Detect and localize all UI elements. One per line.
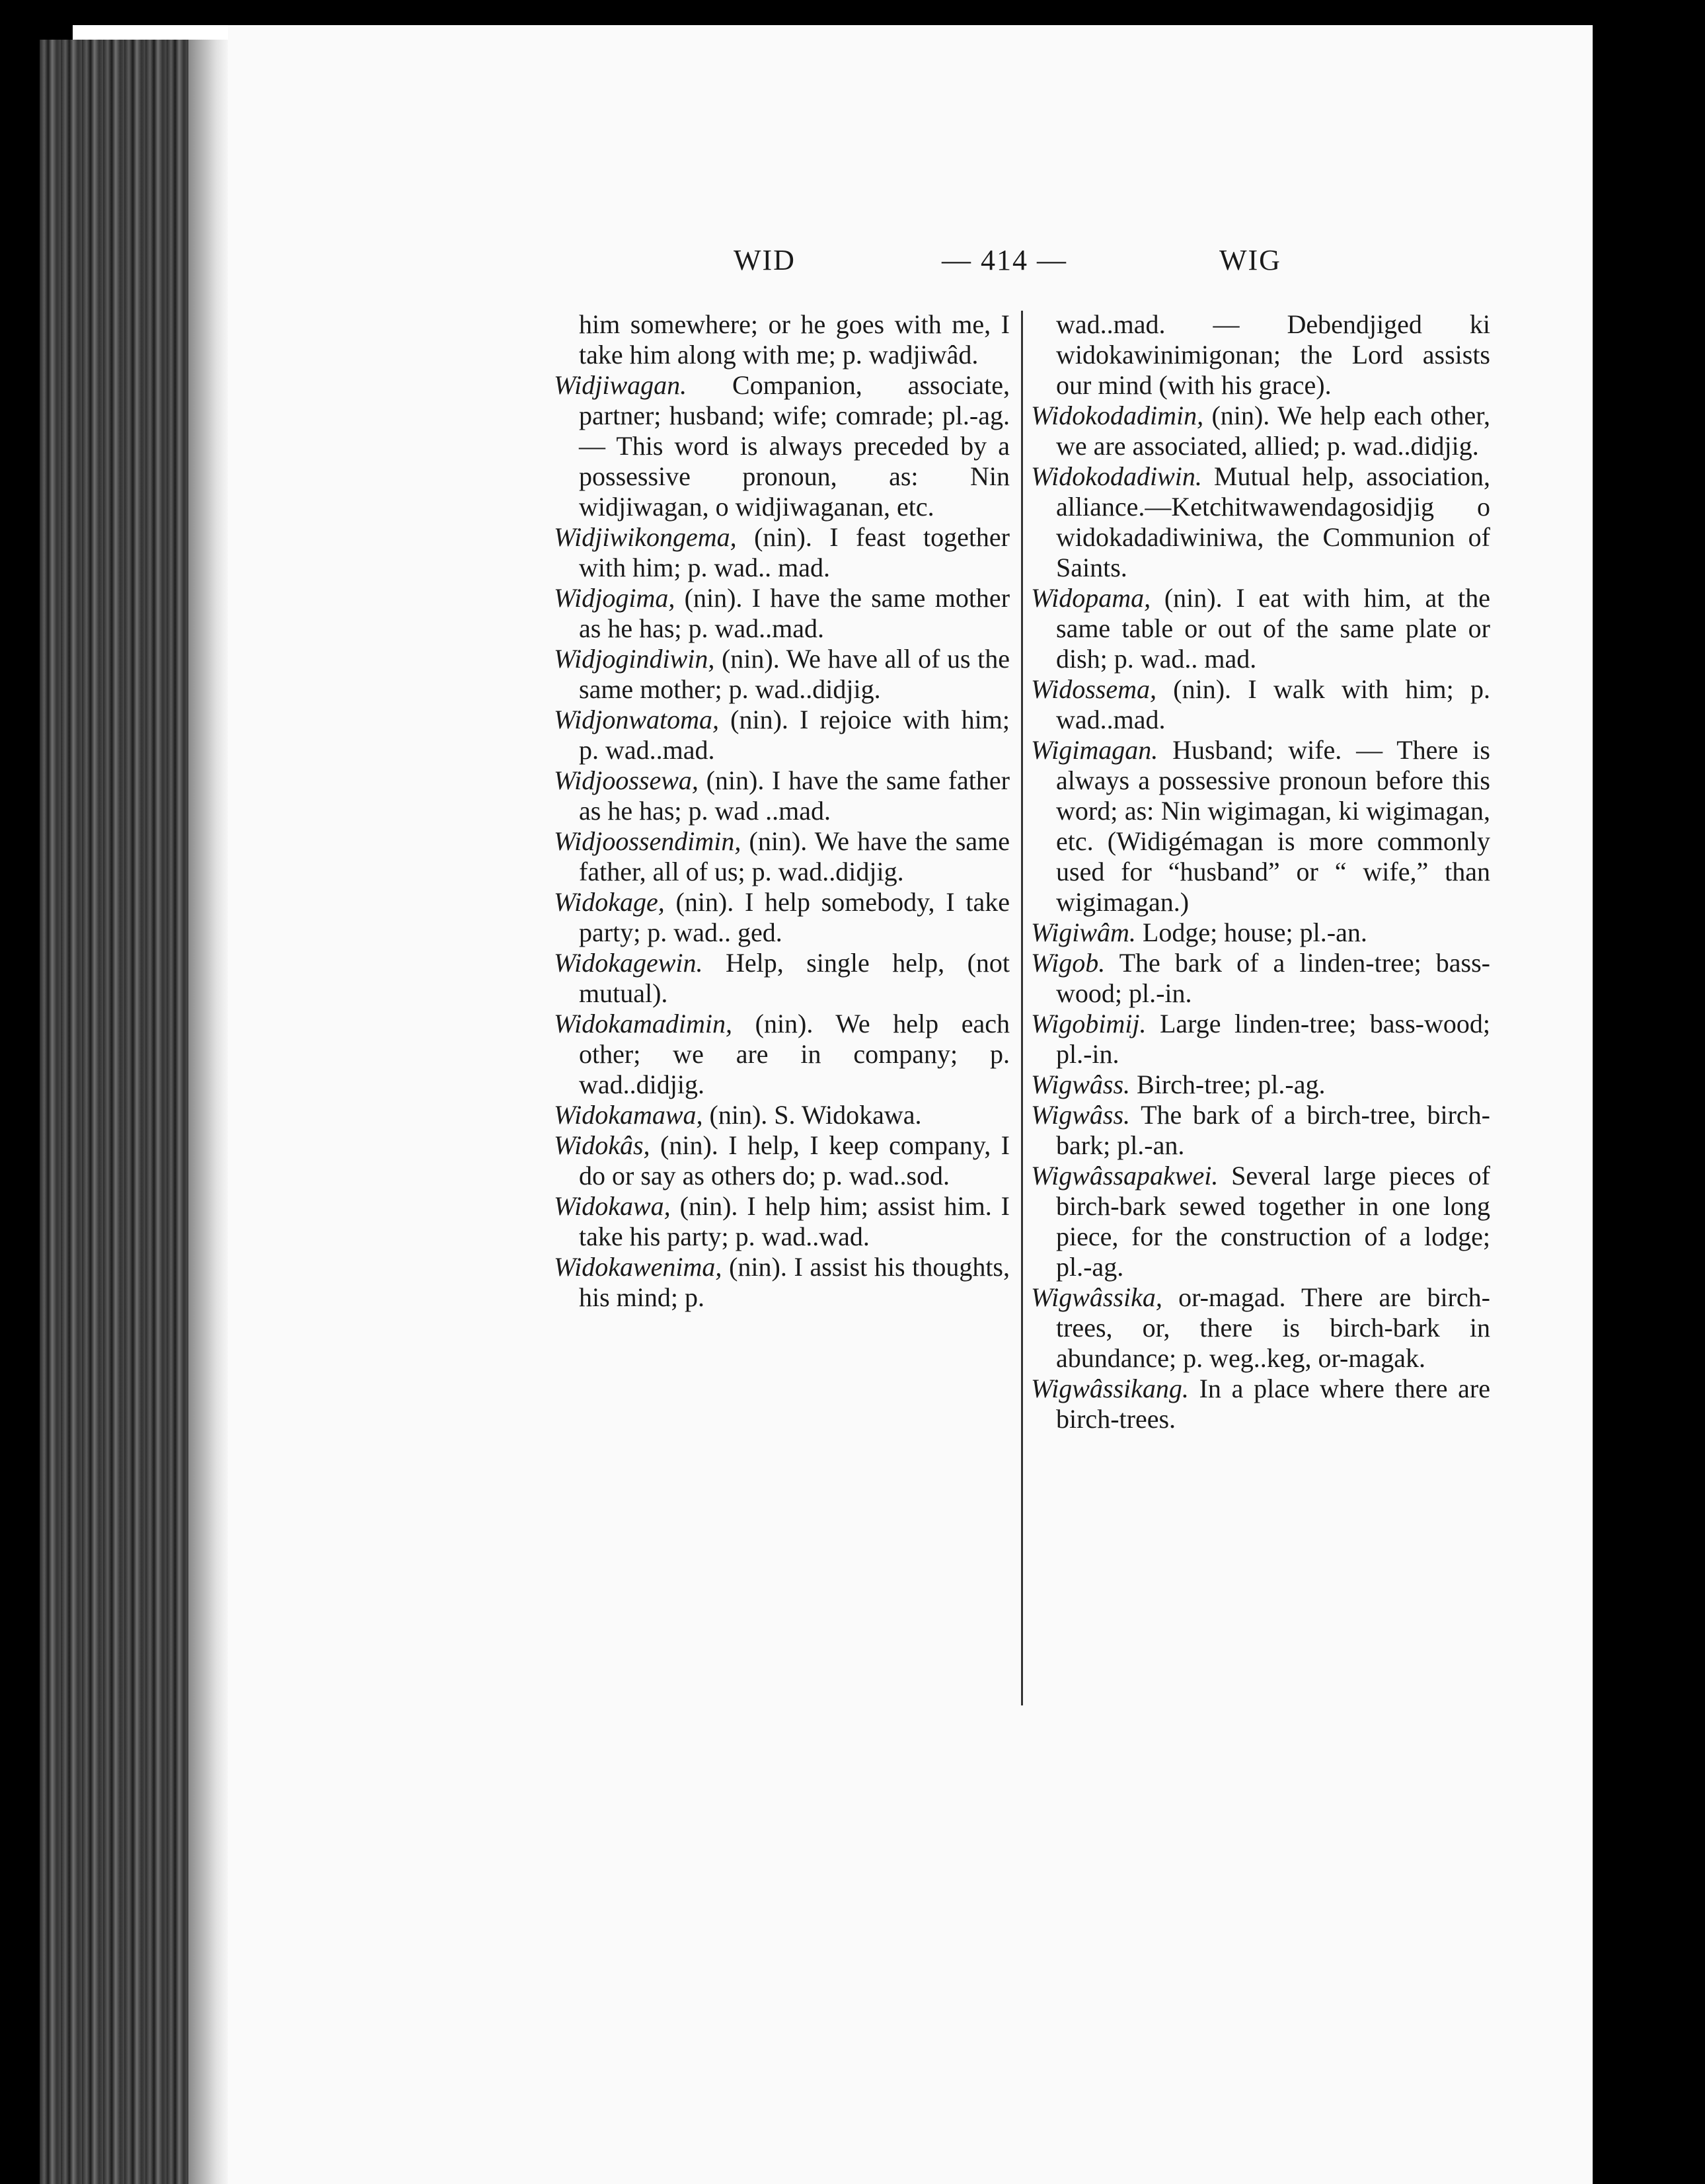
dictionary-entry	[1031, 1100, 1490, 1161]
dictionary-entry	[1031, 461, 1490, 583]
page-number: — 414 —	[942, 244, 1067, 276]
entry-definition: (nin). I have the same mother as he has; p. wad..mad.	[579, 583, 1010, 643]
entry-headword: Widokawenima,	[554, 1252, 722, 1282]
dictionary-entry	[554, 1130, 1010, 1191]
dictionary-entry	[554, 1191, 1010, 1252]
entry-definition: (nin). We have the same father, all of us; p. wad..didjig.	[579, 826, 1010, 886]
entry-definition: wad..mad. — Debendjiged ki widokawinimigonan; the Lord assists our mind (with his grace).	[1056, 309, 1490, 400]
dictionary-entry	[554, 370, 1010, 522]
entry-definition: (nin). I feast together with him; p. wad.. mad.	[579, 522, 1010, 582]
entry-headword: Wigimagan.	[1031, 735, 1158, 765]
dictionary-entry	[1031, 309, 1490, 401]
running-head-left: WID	[734, 244, 796, 276]
entry-headword: Wigwâss.	[1031, 1070, 1131, 1099]
entry-headword: Widokodadimin,	[1031, 401, 1204, 430]
entry-headword: Wigobimij.	[1031, 1009, 1147, 1038]
entry-definition: Lodge; house; pl.-an.	[1142, 917, 1367, 947]
entry-definition: (nin). I rejoice with him; p. wad..mad.	[579, 705, 1010, 765]
entry-definition: (nin). I eat with him, at the same table or out of the same plate or dish; p. wad.. mad.	[1056, 583, 1490, 674]
entry-definition: The bark of a birch-tree, birch-bark; pl.-an.	[1056, 1100, 1491, 1160]
dictionary-entry	[554, 887, 1010, 948]
entry-headword: Widokamawa,	[554, 1100, 703, 1130]
entry-headword: Wigwâssapakwei.	[1031, 1161, 1219, 1190]
dictionary-entry	[1031, 735, 1490, 917]
entry-definition: Help, single help, (not mutual).	[579, 948, 1010, 1008]
book-spine	[40, 40, 192, 2184]
dictionary-entry	[554, 765, 1010, 826]
entry-headword: Widokage,	[554, 887, 665, 917]
dictionary-entry	[554, 583, 1010, 644]
running-head-right: WIG	[1219, 244, 1281, 276]
entry-definition: Large linden-tree; bass-wood; pl.-in.	[1056, 1009, 1490, 1069]
dictionary-entry	[554, 948, 1010, 1009]
dictionary-entry	[554, 522, 1010, 583]
entry-headword: Widjiwikongema,	[554, 522, 737, 552]
dictionary-entry	[1031, 583, 1490, 674]
entry-headword: Wigwâssika,	[1031, 1282, 1162, 1312]
entry-definition: (nin). I help somebody, I take party; p. wad.. ged.	[579, 887, 1010, 947]
entry-headword: Widjiwagan.	[554, 370, 687, 400]
dictionary-entry	[554, 826, 1010, 887]
column-divider	[1021, 311, 1023, 1705]
right-column	[1031, 309, 1490, 1434]
entry-definition: (nin). I walk with him; p. wad..mad.	[1056, 674, 1491, 734]
entry-definition: (nin). We help each other, we are associated, allied; p. wad..didjig.	[1056, 401, 1490, 461]
dictionary-entry	[1031, 1282, 1490, 1374]
entry-headword: Widossema,	[1031, 674, 1156, 704]
entry-definition: (nin). I have the same father as he has; p. wad ..mad.	[579, 765, 1010, 826]
scan-border-top	[0, 0, 1705, 25]
entry-definition: (nin). I assist his thoughts, his mind; p.	[579, 1252, 1010, 1312]
dictionary-entry	[554, 1100, 1010, 1130]
dictionary-entry	[1031, 948, 1490, 1009]
dictionary-entry	[554, 705, 1010, 765]
entry-headword: Widopama,	[1031, 583, 1151, 613]
entry-headword: Wigwâss.	[1031, 1100, 1131, 1130]
entry-headword: Widjonwatoma,	[554, 705, 720, 734]
dictionary-entry	[1031, 1374, 1490, 1434]
dictionary-entry	[554, 1009, 1010, 1100]
entry-definition: Several large pieces of birch-bark sewed together in one long piece, for the construction of a lodge; pl.-ag.	[1056, 1161, 1491, 1282]
entry-definition: Husband; wife. — There is always a possessive pronoun before this word; as: Nin wigimagan, ki wigimagan, etc. (Widigémagan is more commonly used for “husband” or “ wife,” than wigimagan.)	[1056, 735, 1490, 917]
entry-definition: or-magad. There are birch-trees, or, there is birch-bark in abundance; p. weg..keg, or-magak.	[1056, 1282, 1490, 1373]
entry-headword: Widokawa,	[554, 1191, 671, 1221]
entry-headword: Wigiwâm.	[1031, 917, 1136, 947]
entry-headword: Widjogima,	[554, 583, 675, 613]
entry-definition: (nin). S. Widokawa.	[709, 1100, 922, 1130]
entry-headword: Widokâs,	[554, 1130, 650, 1160]
entry-definition: Companion, associate, partner; husband; wife; comrade; pl.-ag. — This word is always preceded by a possessive pronoun, as: Nin widjiwagan, o widjiwaganan, etc.	[579, 370, 1010, 522]
dictionary-entry	[1031, 1009, 1490, 1070]
dictionary-entry	[554, 1252, 1010, 1313]
entry-definition: (nin). We have all of us the same mother; p. wad..didjig.	[579, 644, 1010, 704]
scan-border-right	[1593, 0, 1705, 2184]
entry-headword: Widokamadimin,	[554, 1009, 732, 1038]
entry-definition: him somewhere; or he goes with me, I take him along with me; p. wadjiwâd.	[579, 309, 1010, 370]
entry-definition: (nin). I help him; assist him. I take his party; p. wad..wad.	[579, 1191, 1010, 1251]
entry-headword: Widokodadiwin.	[1031, 461, 1202, 491]
entry-definition: Birch-tree; pl.-ag.	[1137, 1070, 1326, 1099]
entry-headword: Wigwâssikang.	[1031, 1374, 1189, 1403]
entry-definition: (nin). We help each other; we are in company; p. wad..didjig.	[579, 1009, 1010, 1099]
dictionary-entry	[1031, 917, 1490, 948]
entry-definition: Mutual help, association, alliance.—Ketchitwawendagosidjig o widokadadiwiniwa, the Communion of Saints.	[1056, 461, 1490, 582]
dictionary-entry	[1031, 401, 1490, 461]
entry-definition: The bark of a linden-tree; bass-wood; pl.-in.	[1056, 948, 1490, 1008]
dictionary-entry	[554, 309, 1010, 370]
dictionary-entry	[554, 644, 1010, 705]
entry-headword: Widjoossendimin,	[554, 826, 741, 856]
left-column	[554, 309, 1010, 1313]
entry-definition: In a place where there are birch-trees.	[1056, 1374, 1491, 1434]
dictionary-entry	[1031, 1161, 1490, 1282]
dictionary-entry	[1031, 1070, 1490, 1100]
entry-headword: Widjoossewa,	[554, 765, 699, 795]
entry-headword: Widjogindiwin,	[554, 644, 715, 674]
dictionary-entry	[1031, 674, 1490, 735]
gutter-shadow	[188, 40, 228, 2184]
running-head	[734, 243, 1328, 283]
entry-definition: (nin). I help, I keep company, I do or say as others do; p. wad..sod.	[579, 1130, 1010, 1190]
entry-headword: Wigob.	[1031, 948, 1106, 978]
entry-headword: Widokagewin.	[554, 948, 703, 978]
